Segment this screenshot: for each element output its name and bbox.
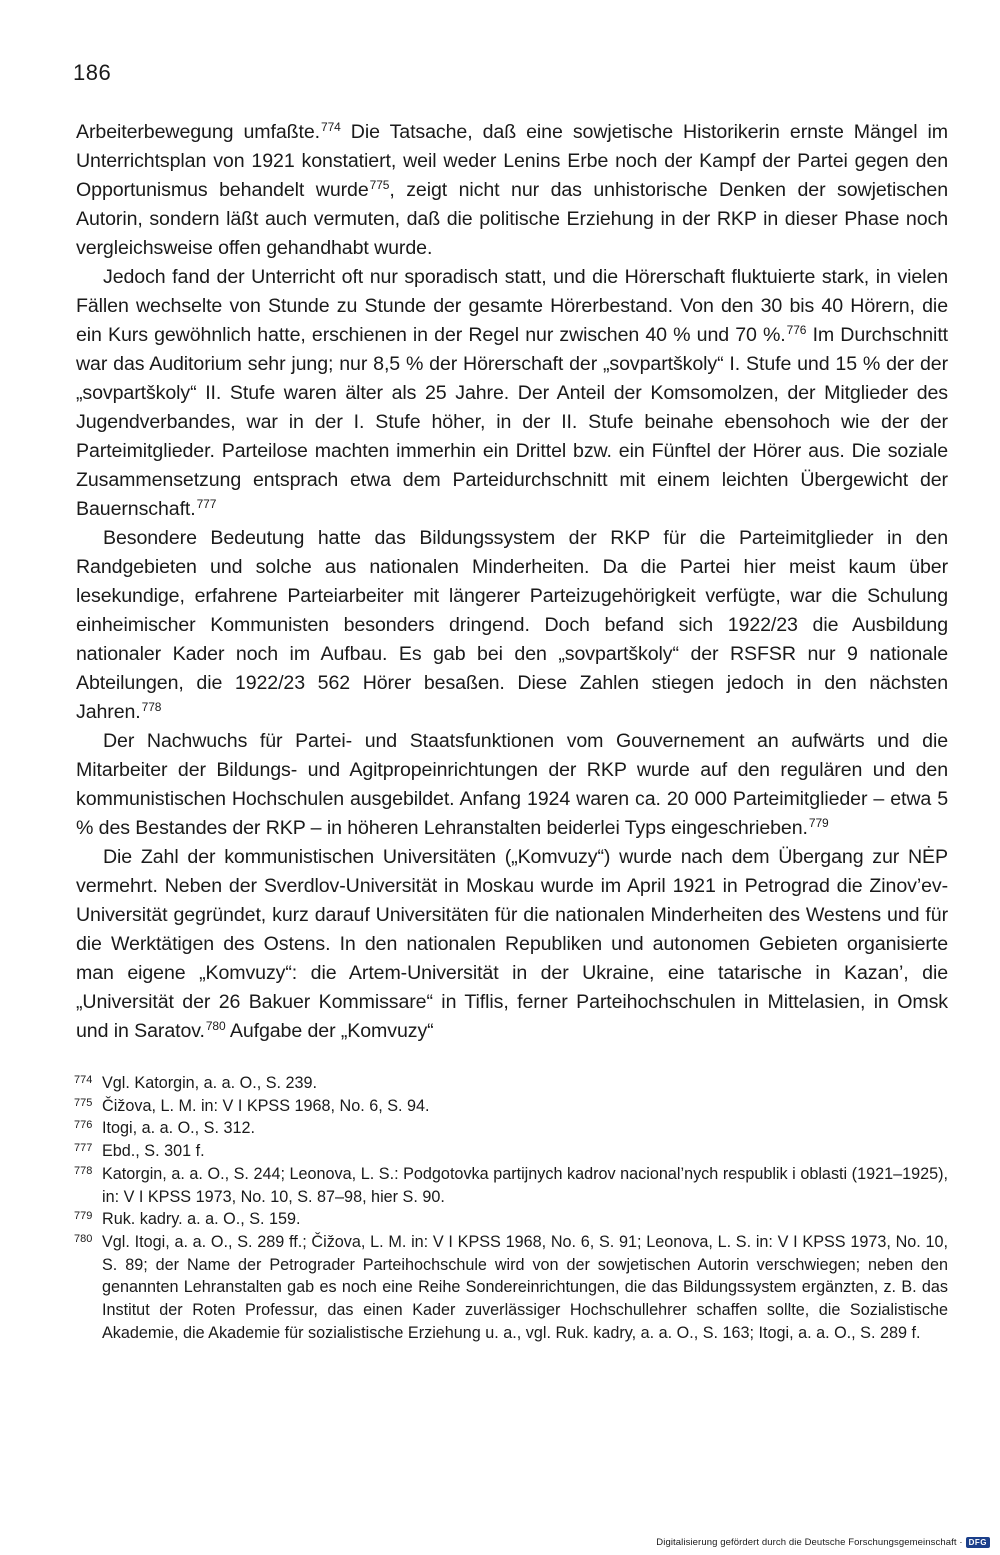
footnote	[74, 1140, 948, 1163]
body-paragraph	[76, 118, 948, 263]
footnote-number: 776	[74, 1119, 93, 1132]
footnote	[74, 1208, 948, 1231]
text-run: Die Zahl der kommunistischen Universitäten („Komvuzy“) wurde nach dem Übergang zur NĖP vermehrt. Neben der Sverdlov-Universität in Moskau wurde im April 1921 in Petrograd die Zinov’ev-Universität gegründet, kurz darauf Universitäten für die nationalen Minderheiten des Westens und für die Werktätigen des Ostens. In den nationalen Republiken und autonomen Gebieten organisierte man eigene „Komvuzy“: die Artem-Universität in der Ukraine, eine tatarische in Kazan’, die „Universität der 26 Bakuer Kommissare“ in Tiflis, ferner Parteihochschulen in Mittelasien, in Omsk und in Saratov.	[76, 846, 948, 1042]
text-run: Besondere Bedeutung hatte das Bildungssystem der RKP für die Parteimitglieder in den Randgebieten und solche aus nationalen Minderheiten. Da die Partei hier meist kaum über lesekundige, erfahrene Parteiarbeiter mit längerer Parteizugehörigkeit verfügte, war die Schulung einheimischer Kommunisten besonders dringend. Doch befand sich 1922/23 die Ausbildung nationaler Kader noch im Aufbau. Es gab bei den „sovpartškoly“ der RSFSR nur 9 nationale Abteilungen, die 1922/23 562 Hörer besaßen. Diese Zahlen stiegen jedoch in den nächsten Jahren.	[76, 527, 948, 723]
footnote-text: Čižova, L. M. in: V I KPSS 1968, No. 6, S. 94.	[102, 1096, 430, 1115]
text-run: Der Nachwuchs für Partei- und Staatsfunktionen vom Gouvernement an aufwärts und die Mitarbeiter der Bildungs- und Agitpropeinrichtungen der RKP wurde auf den regulären und den kommunistischen Hochschulen ausgebildet. Anfang 1924 waren ca. 20 000 Parteimitglieder – etwa 5 % des Bestandes der RKP – in höheren Lehranstalten beiderlei Typs eingeschrieben.	[76, 730, 948, 839]
footnotes	[74, 1072, 948, 1344]
footnote	[74, 1117, 948, 1140]
credit-text: Digitalisierung gefördert durch die Deutsche Forschungsgemeinschaft ·	[656, 1537, 963, 1548]
body-paragraph	[76, 843, 948, 1046]
footnote-number: 775	[74, 1096, 93, 1109]
footnote-text: Ebd., S. 301 f.	[102, 1142, 205, 1161]
footnote-text: Itogi, a. a. O., S. 312.	[102, 1119, 255, 1138]
footnote	[74, 1231, 948, 1345]
text-run: , zeigt nicht nur das unhistorische Denken der sowjetischen Autorin, sondern läßt auch vermuten, daß die politische Erziehung in der RKP in dieser Phase noch vergleichsweise offen gehandhabt wurde.	[76, 179, 948, 259]
footnote	[74, 1163, 948, 1208]
dfg-logo-icon: DFG	[966, 1537, 990, 1548]
footnote-number: 779	[74, 1210, 93, 1223]
page-number: 186	[73, 60, 112, 85]
footnote-number: 774	[74, 1074, 93, 1086]
text-run: Im Durchschnitt war das Auditorium sehr jung; nur 8,5 % der Hörerschaft der „sovpartškoly“ I. Stufe und 15 % der der „sovpartškoly“ II. Stufe waren älter als 25 Jahre. Der Anteil der Komsomolzen, der Mitglieder des Jugendverbandes, war in der I. Stufe höher, in der II. Stufe beinahe ebensohoch wie der der Parteimitglieder. Parteilose machten immerhin ein Drittel bzw. ein Fünftel der Hörer aus. Die soziale Zusammensetzung entsprach etwa dem Parteidurchschnitt mit einem leichten Übergewicht der Bauernschaft.	[76, 324, 949, 520]
footnote-reference: 776	[786, 323, 807, 337]
footnote-reference: 774	[321, 120, 341, 134]
footnote-reference: 775	[369, 178, 390, 192]
text-run: Arbeiterbewegung umfaßte.	[76, 121, 321, 143]
footnote-text: Vgl. Itogi, a. a. O., S. 289 ff.; Čižova, L. M. in: V I KPSS 1968, No. 6, S. 91; Leonova, L. S. in: V I KPSS 1973, No. 10, S. 89; der Name der Petrograder Parteihochschule wird von der sowjetischen Autorin verschwiegen; neben den genannten Lehranstalten gab es noch eine Reihe Sondereinrichtungen, die das Bildungssystem ergänzten, z. B. das Institut der Roten Professur, das einen Kader zuverlässiger Hochschullehrer schaffen sollte, die Sozialistische Akademie, die Akademie für sozialistische Erziehung u. a., vgl. Ruk. kadry, a. a. O., S. 163; Itogi, a. a. O., S. 289 f.	[102, 1232, 948, 1342]
footnote-text: Ruk. kadry. a. a. O., S. 159.	[102, 1210, 301, 1229]
text-run: Jedoch fand der Unterricht oft nur sporadisch statt, und die Hörerschaft fluktuierte stark, in vielen Fällen wechselte von Stunde zu Stunde der gesamte Hörerbestand. Von den 30 bis 40 Hörern, die ein Kurs gewöhnlich hatte, erschienen in der Regel nur zwischen 40 % und 70 %.	[76, 266, 948, 346]
footnote-text: Katorgin, a. a. O., S. 244; Leonova, L. S.: Podgotovka partijnych kadrov nacional’nych respublik i oblasti (1921–1925), in: V I KPSS 1973, No. 10, S. 87–98, hier S. 90.	[102, 1164, 948, 1206]
footnote-reference: 780	[205, 1019, 226, 1033]
footnote-number: 777	[74, 1142, 93, 1155]
footnote-reference: 779	[808, 816, 829, 830]
body-paragraph	[76, 727, 948, 843]
main-text	[76, 118, 948, 1046]
footnote-number: 778	[74, 1164, 93, 1177]
footnote-reference: 777	[196, 497, 217, 511]
footnote-reference: 778	[141, 700, 162, 714]
body-paragraph	[76, 263, 948, 524]
footnote	[74, 1095, 948, 1118]
digitization-credit	[656, 1537, 990, 1548]
text-run: Aufgabe der „Komvuzy“	[225, 1020, 434, 1042]
footnote-number: 780	[74, 1232, 93, 1245]
text-run: Die Tatsache, daß eine sowjetische Historikerin ernste Mängel im Unterrichtsplan von 1921 konstatiert, weil weder Lenins Erbe noch der Kampf der Partei gegen den Opportunismus behandelt wurde	[76, 121, 948, 201]
footnote-text: Vgl. Katorgin, a. a. O., S. 239.	[102, 1074, 318, 1092]
footnote	[74, 1072, 948, 1095]
body-paragraph	[76, 524, 948, 727]
